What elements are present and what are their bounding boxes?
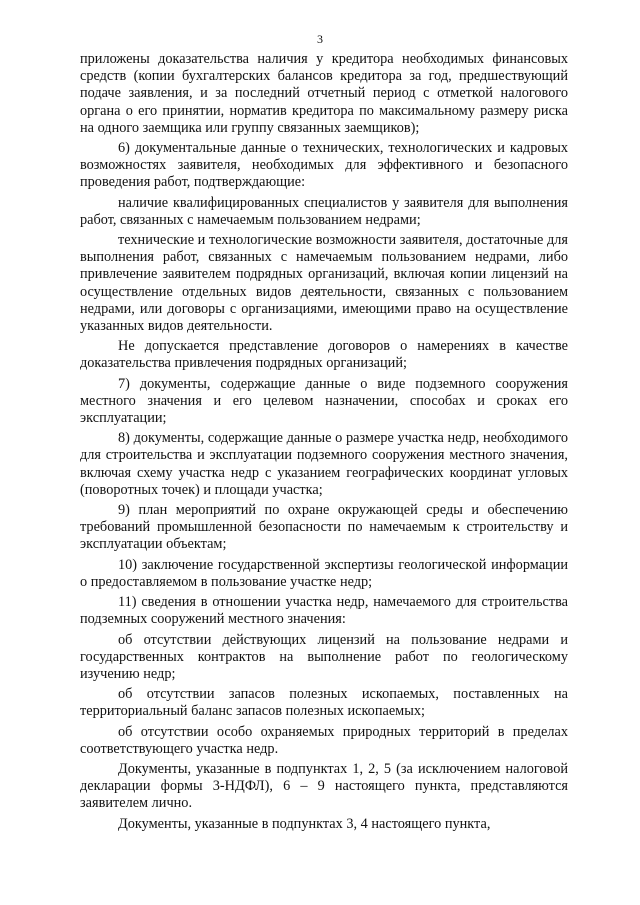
paragraph-no-reserves: об отсутствии запасов полезных ископаемых, поставленных на территориальный баланс запасов полезных ископаемых; <box>80 686 568 720</box>
paragraph-documents-3-4: Документы, указанные в подпунктах 3, 4 настоящего пункта, <box>118 815 491 832</box>
paragraph-specialists: наличие квалифицированных специалистов у заявителя для выполнения работ, связанных с намечаемым пользованием недрами; <box>80 194 568 228</box>
paragraph-technical-capabilities: технические и технологические возможности заявителя, достаточные для выполнения работ, связанных с намечаемым пользованием недрами, либо привлечение заявителем подрядных организаций, включая копии лицензий на осуществление отдельных видов деятельности, связанных с пользованием недрами, или договоры с организациями, имеющими право на осуществление указанных видов деятельности. <box>80 232 568 335</box>
paragraph-financial-evidence: приложены доказательства наличия у кредитора необходимых финансовых средств (копии бухгалтерских балансов кредитора за год, предшествующий подаче заявления, и за последний отчетный период с отметкой налогового органа о его принятии, норматив кредитора по максимальному размеру риска на одного заемщика или группу связанных заемщиков); <box>80 51 568 136</box>
paragraph-documents-in-person: Документы, указанные в подпунктах 1, 2, 5 (за исключением налоговой декларации формы 3-НДФЛ), 6 – 9 настоящего пункта, представляются заявителем лично. <box>80 760 568 812</box>
paragraph-no-licenses: об отсутствии действующих лицензий на пользование недрами и государственных контрактов на выполнение работ по геологическому изучению недр; <box>80 631 568 682</box>
paragraph-item-8: 8) документы, содержащие данные о размере участка недр, необходимого для строительства и эксплуатации подземного сооружения местного значения, включая схему участка недр с указанием географических координат угловых (поворотных точек) и площади участка; <box>80 430 568 498</box>
paragraph-intent-contracts: Не допускается представление договоров о намерениях в качестве доказательства привлечения подрядных организаций; <box>80 338 568 372</box>
document-body <box>80 51 568 836</box>
paragraph-item-9: 9) план мероприятий по охране окружающей среды и обеспечению требований промышленной безопасности по намечаемым к строительству и эксплуатации объектам; <box>80 502 568 553</box>
paragraph-item-6: 6) документальные данные о технических, технологических и кадровых возможностях заявителя, необходимых для эффективного и безопасного проведения работ, подтверждающие: <box>80 140 568 191</box>
paragraph-item-7: 7) документы, содержащие данные о виде подземного сооружения местного значения и его целевом назначении, способах и сроках его эксплуатации; <box>80 375 568 427</box>
page-number: 3 <box>317 32 323 46</box>
paragraph-no-protected-areas: об отсутствии особо охраняемых природных территорий в пределах соответствующего участка недр. <box>80 723 568 757</box>
paragraph-item-11: 11) сведения в отношении участка недр, намечаемого для строительства подземных сооружений местного значения: <box>80 594 568 628</box>
paragraph-item-10: 10) заключение государственной экспертизы геологической информации о предоставляемом в пользование участке недр; <box>80 556 568 590</box>
